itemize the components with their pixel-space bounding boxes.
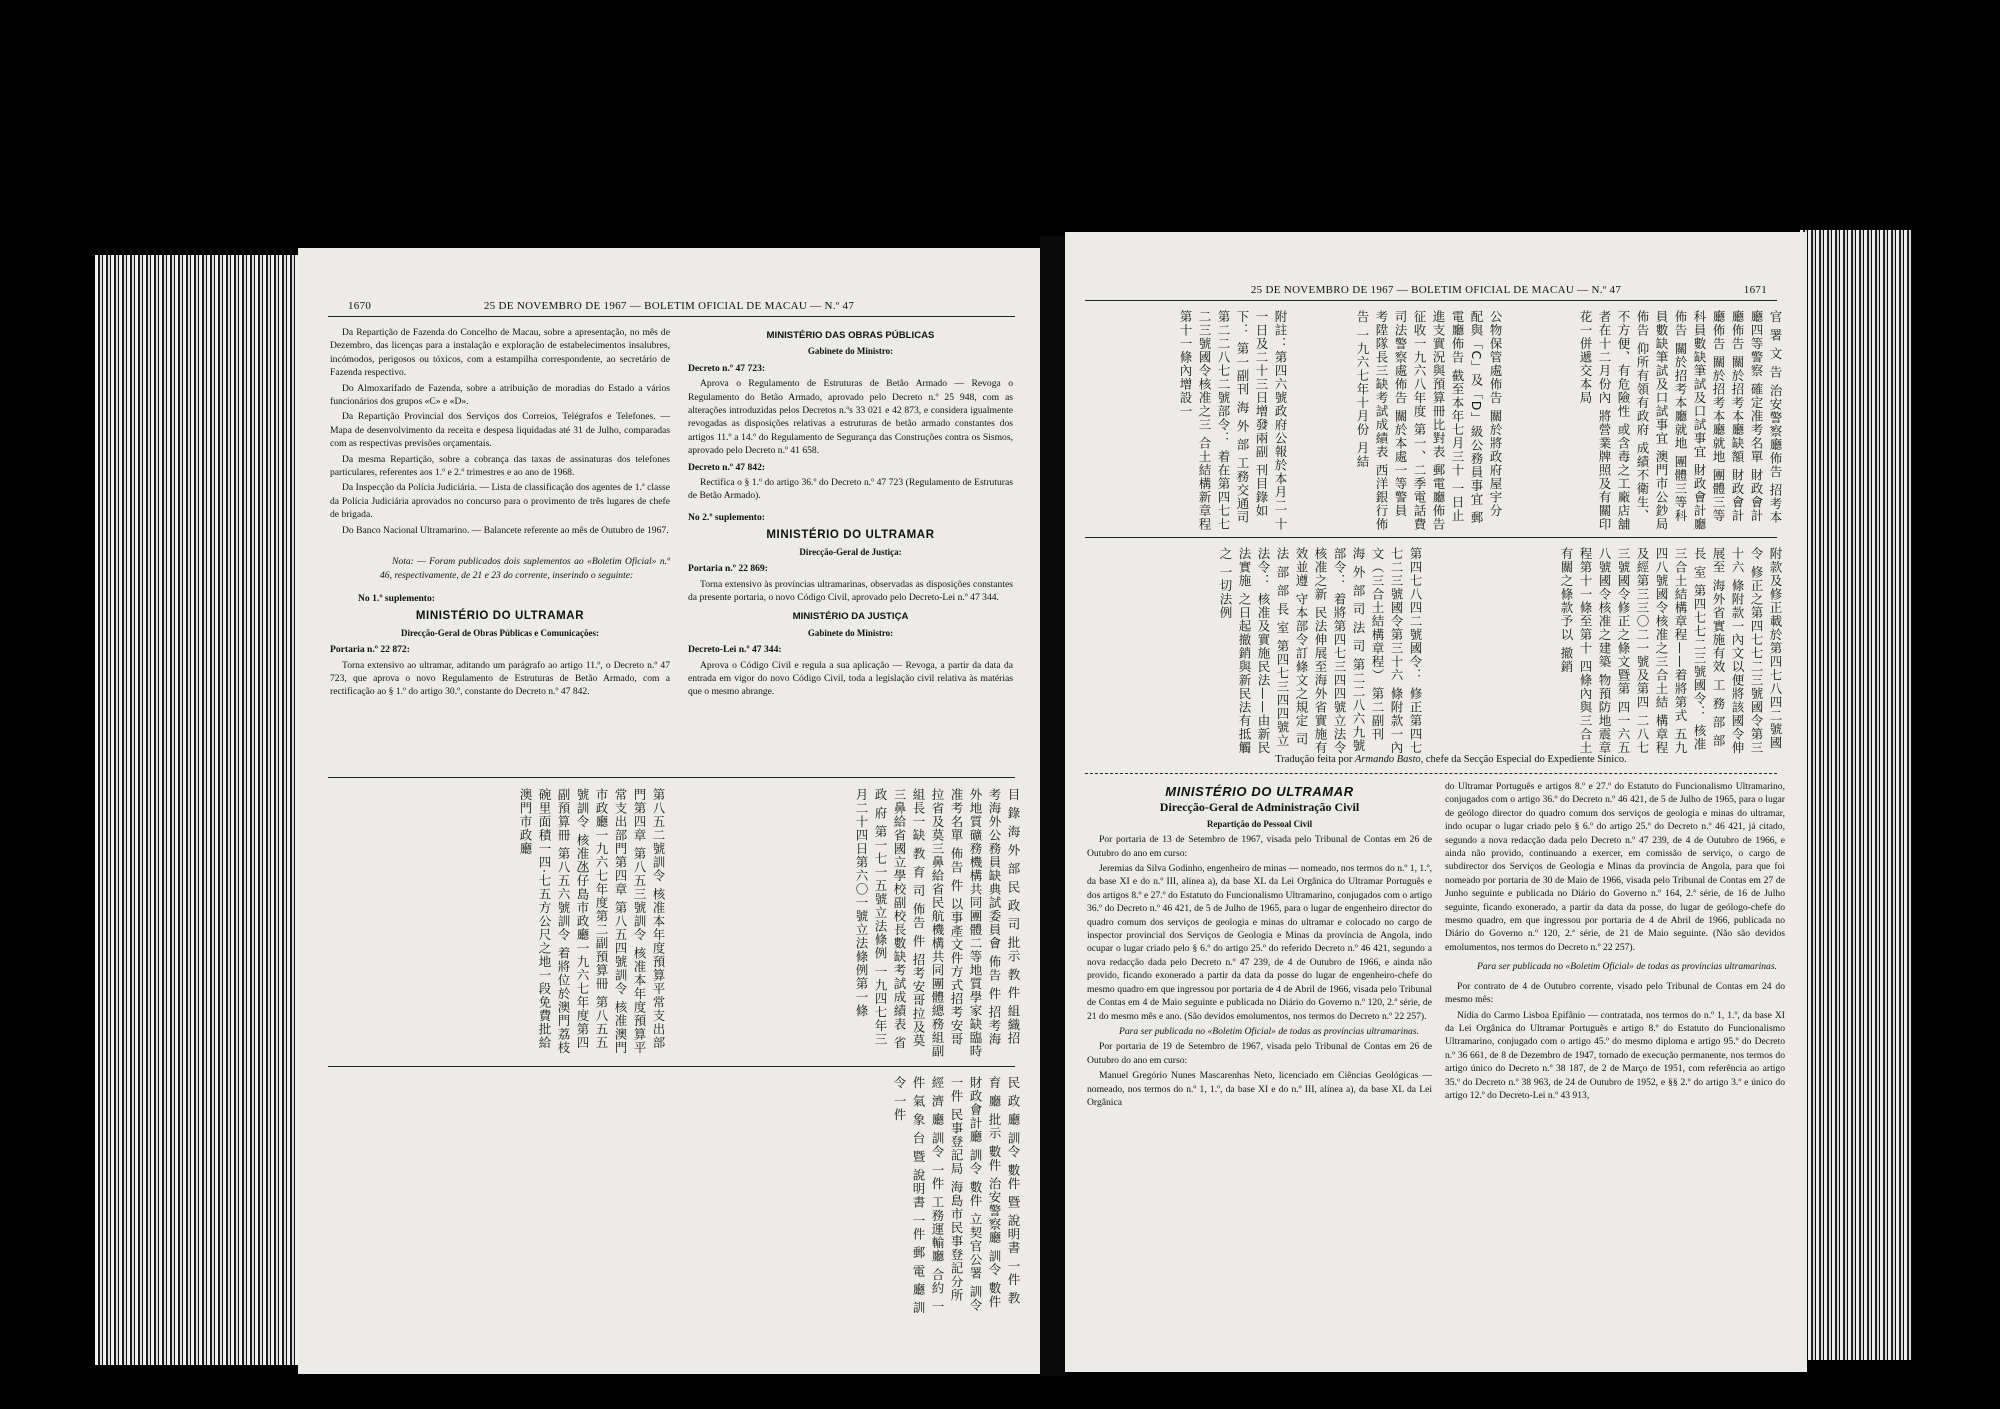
- translation-note-prefix: Tradução feita por: [1275, 754, 1356, 765]
- paragraph: Por portaria de 13 de Setembro de 1967, visada pelo Tribunal de Contas em 26 de Outubro do ano em curso:: [1087, 834, 1432, 859]
- right-running-head-text: 25 DE NOVEMBRO DE 1967 — BOLETIM OFICIAL DE MACAU — N.º 47: [1250, 284, 1622, 296]
- paragraph: Nídia do Carmo Lisboa Epifânio — contratada, nos termos do n.º 1, 1.º, da base XI da Lei Orgânica do Ultramar Português e artigo 8.º do Estatuto do Funcionalismo Ultramarino, conjugado com o artigo 45.º do mesmo diploma e artigo 95.º do Decreto n.º 36 661, de 8 de Dezembro de 1947, tornado de execução permanente, nos termos do artigo único do Decreto n.º 38 187, de 2 de Março de 1951, com referência ao artigo 35.º do Decreto n.º 38 963, de 24 de Outubro de 1952, e §§ 2.º do artigo 3.º e único do artigo 12.º do Decreto-Lei n.º 43 913,: [1445, 1009, 1785, 1101]
- decreto-1-text: Aprova o Regulamento de Estruturas de Betão Armado — Revoga o Regulamento do Betão Armado, aprovado pelo Decreto n.º 25 948, com as alterações introduzidas pelos Decretos n.ºs 33 021 e 42 873, e considera igualmente revogadas as disposições relativas a estruturas de betão armado constantes dos artigos 11.º a 14.º do Regulamento de Segurança das Construções contra os Sismos, aprovado pelo Decreto n.º 41 658.: [688, 378, 1013, 457]
- supplement-2-label: No 2.º suplemento:: [688, 511, 765, 523]
- right-page: [1065, 232, 1807, 1372]
- supplement-2-portaria-text: Torna extensivo às províncias ultramarinas, observadas as disposições constantes da presente portaria, o novo Código Civil, aprovado pelo Decreto-Lei n.º 47 344.: [688, 578, 1013, 603]
- decreto-1-label: Decreto n.º 47 723:: [688, 362, 766, 374]
- zh-index-text-c: 民 政 廳 訓令 數件 暨 說明書 一件 教 育 廳 批示 數件 治安警察廳 訓令 數件 財政會計廳 訓令 數件 立契官公署 訓令 一件 民事登記局 海島市民事登記分所 經 濟 廳 訓令 一件 工務運輸廳 合約 一件 氣 象 台 暨 說明書 一件 郵 電 廳 訓令 一件: [892, 1076, 1021, 1315]
- translation-note: [1125, 754, 1777, 765]
- translator-name: Armando Basto: [1355, 754, 1421, 765]
- col2-gabinete: Gabinete do Ministro:: [807, 346, 894, 357]
- zh-upper-text-d: 附款及修正載於第四七八四二號國令 修正之第四七七二三號國令第三十六 條附款一內文以便將該國令伸展至 海外省實施有效 工 務 部 部 長 室 第四七七二三號國令： 核准三合土結構章程——着將第式 五九四八號國令核准之三合土結 構章程及經第三三〇二一號及第四 二八七三號國令修正之條文暨第 四一六五八號國令核准之建築 物預防地震章程第十一條至第十 四條內與三合土有關之條款予以 撤銷: [1559, 547, 1783, 755]
- zh-upper-text-b: 公物保管處佈告 關於將政府屋宇分 配與「C」及「D」級公務員事宜 郵電廳佈告 截至本年七月三十 一日止進支實況與預算冊比對表 郵電廳佈告 征收一九六八年度 第一、二季電話費 司法警察處佈告 關於本處一等警員 考陞隊長三缺考試成績表 西洋銀行佈告 一九六七年十月份 月結: [1355, 310, 1503, 531]
- head-rule-right: [1085, 300, 1777, 301]
- paragraph: Manuel Gregório Nunes Mascarenhas Neto, licenciado em Ciências Geológicas — nomeado, nos termos do n.º 1, 1.º, da base XI e do n.º III, alínea a), da base XL da Lei Orgânica: [1087, 1070, 1432, 1108]
- left-running-head: [318, 300, 1020, 312]
- decreto-2-text: Rectifica o § 1.º do artigo 36.º do Decreto n.º 47 723 (Regulamento de Estruturas de Betão Armado).: [688, 477, 1013, 502]
- list-item: Do Banco Nacional Ultramarino. — Balancete referente ao mês de Outubro de 1967.: [342, 524, 669, 536]
- supplement-2-ministry: MINISTÉRIO DO ULTRAMAR: [766, 529, 935, 542]
- zh-upper-block-5: [1085, 547, 1425, 757]
- list-item: Do Almoxarifado de Fazenda, sobre a atribuição de moradias do Estado a vários funcionários dos grupos «C» e «D».: [330, 382, 670, 408]
- zh-upper-text-a: 官 署 文 告 治安警察廳佈告 招考本廳四等警察 確定准考名單 財政會計廳佈告 關於招考本廳缺額 財政會計廳佈告 關於招考本廳就地 團體三等科員數缺筆試及口試事宜 財政會計廳佈告 關於招考本廳就地 團體三等科員數缺筆試及口試事宜 澳門市公鈔局佈告 仰所有領有政府 成績不衛生、不方便、有危險性 或含毒之工廠店舖者在十二月份內 將營業牌照及有關印花一併遞交本局: [1578, 310, 1783, 531]
- nota: Nota: — Foram publicados dois suplementos ao «Boletim Oficial» n.º 46, respectivamente, de 21 e 23 do corrente, inserindo o seguinte:: [380, 556, 670, 581]
- right-running-head: [1085, 284, 1787, 296]
- translation-divider: [1085, 773, 1777, 775]
- left-page-edges: [95, 255, 300, 1365]
- section-divider: [328, 777, 1015, 778]
- supplement-1-portaria-text: Torna extensivo ao ultramar, aditando um parágrafo ao artigo 11.º, o Decreto n.º 47 723, que aprova o novo Regulamento de Estruturas de Betão Armado, com a rectificação ao § 1.º do artigo 30.º, constante do Decreto n.º 47 842.: [330, 659, 670, 698]
- zh-index-lower: [338, 1076, 1023, 1316]
- supplement-2-portaria-label: Portaria n.º 22 869:: [688, 563, 768, 575]
- zh-upper-block-3: [1085, 310, 1290, 532]
- zh-index-upper-b: [338, 788, 668, 1058]
- col2-ministry: MINISTÉRIO DAS OBRAS PÚBLICAS: [766, 330, 935, 341]
- zh-index-text-b: 第八五二號訓令 核准本年度預算平常支出部門第四章 第八五三號訓令 核准本年度預算平常支出部門第四章 第八五四號訓令 核准澳門市政廳一九六七年度第二副預算冊 第八五五號訓令 核准氹仔島市政廳一九六七年度第四副預算冊 第八五六號訓令 着將位於澳門荔枝碗里面積一四·七五方公尺之地一段免費批給澳門市政廳: [518, 788, 666, 1055]
- zh-upper-text-c: 附註：第四六號政府公報於本月二 十一日及二十三日增發兩副 刊目錄如下： 第一副刊 海 外 部 工務交通司 第二二八七二號部令： 着在第四七七二三號國令核准之三 合土結構新章程第十一條內增設一: [1178, 310, 1288, 531]
- list-item: Da mesma Repartição, sobre a cobrança das taxas de assinaturas dos telefones particulares, referentes aos 1.º e 2.º trimestres e ao ano de 1968.: [330, 453, 670, 479]
- head-rule: [328, 316, 1015, 317]
- decreto-2-label: Decreto n.º 47 842:: [688, 461, 766, 473]
- book-gutter: [1040, 236, 1065, 1376]
- paragraph: Por portaria de 19 de Setembro de 1967, visada pelo Tribunal de Contas em 26 de Outubro do ano em curso:: [1087, 1041, 1432, 1066]
- paragraph: Por contrato de 4 de Outubro corrente, visado pelo Tribunal de Contas em 24 do mesmo mês:: [1445, 980, 1785, 1006]
- list-item: Da Inspecção da Polícia Judiciária. — Lista de classificação dos agentes de 1.ª classe da Polícia Judiciária aprovados no concurso para o provimento de três lugares de chefe de brigada.: [330, 482, 670, 521]
- supplement-2-gabinete: Gabinete do Ministro:: [807, 627, 894, 638]
- list-item: Da Repartição de Fazenda do Concelho de Macau, sobre a apresentação, no mês de Dezembro, das licenças para a instalação e exploração de estabelecimentos insalubres, incómodos, perigosos ou tóxicos, com a estampilha correspondente, ao secretário de Fazenda respectivo.: [330, 327, 670, 379]
- decreto-lei-text: Aprova o Código Civil e regula a sua aplicação — Revoga, a partir da data da entrada em vigor do novo Código Civil, toda a legislação civil relativa às matérias que o mesmo abrange.: [688, 659, 1013, 698]
- directorate-heading: Direcção-Geral de Administração Civil: [1159, 800, 1360, 815]
- paragraph-note: Para ser publicada no «Boletim Oficial» de todas as províncias ultramarinas.: [1477, 961, 1777, 973]
- supplement-2-directorate: Direcção-Geral de Justiça:: [799, 546, 902, 557]
- supplement-1-portaria-label: Portaria n.º 22 872:: [330, 644, 410, 656]
- left-running-head-text: 25 DE NOVEMBRO DE 1967 — BOLETIM OFICIAL DE MACAU — N.º 47: [483, 300, 855, 312]
- left-page: [298, 248, 1040, 1374]
- right-page-number: 1671: [1743, 284, 1767, 296]
- left-col-1: [330, 326, 670, 701]
- zh-upper-text-e: 第四七八四二號國令： 修正第四七七二三號國令第三十六 條附款一內文（三合土結構章程） 第二副刊 海 外 部 司 法 司 第二二八六九號部令： 着將第四七三四四號立法令核准之新 民法伸展至海外省實施有效並遵 守本部令訂條文之規定 司 法 部 部 長 室 第四七三四四號立法令： 核准及實施民法——由新民法實施 之日起撤銷與新民法有抵觸之 一切法例: [1218, 547, 1423, 755]
- index-divider: [328, 1066, 1015, 1067]
- decreto-lei-label: Decreto-Lei n.º 47 344:: [688, 644, 782, 656]
- supplement-1-ministry: MINISTÉRIO DO ULTRAMAR: [415, 610, 585, 623]
- supplement-2-ministry-2: MINISTÉRIO DA JUSTIÇA: [792, 611, 909, 623]
- supplement-1-directorate: Direcção-Geral de Obras Públicas e Comunicações:: [400, 627, 600, 638]
- right-col-1: [1087, 780, 1432, 1111]
- translation-note-suffix: , chefe da Secção Especial do Expediente Sínico.: [1420, 754, 1627, 765]
- zh-index-text-a: 目 錄 海 外 部 民 政 司 批示 教 件 組織招考海外公務員缺典試委員會 佈告 件 招考海外地質礦務機構共同團體二等地質學家缺臨時准考名單 佈告 件 以事產文件方式招考安哥拉省及莫三鼻給省民航機構共同團體總務組副組長一缺 教 育 司 佈告 件 招考安哥拉及莫三鼻給省國立學校副校長數缺考試成績表 省 政 府 第一七一五號立法條例 一九四七年三月二十四日第六〇一號立法條例第一條: [854, 788, 1021, 1058]
- right-page-edges: [1800, 230, 1912, 1360]
- paragraph-note: Para ser publicada no «Boletim Oficial» de todas as províncias ultramarinas.: [1119, 1025, 1419, 1037]
- zh-divider: [1085, 537, 1777, 538]
- left-col-2: [688, 326, 1013, 701]
- section-heading: Repartição do Pessoal Civil: [1206, 818, 1313, 829]
- paragraph: Jeremias da Silva Godinho, engenheiro de minas — nomeado, nos termos do n.º 1, 1.º, da base XI e do n.º III, alínea a), da base XL da Lei Orgânica do Ultramar Português e dos artigos 8.º e 27.º do Estatuto do Funcionalismo Ultramarino, conjugados com o artigo 36.º do Decreto n.º 46 421, de 5 de Julho de 1965, para o lugar de engenheiro director do quadro comum dos serviços de geologia e minas do ultramar e colocado no cargo de inspector provincial dos Serviços de Geologia e Minas da província de Angola, indo ocupar o lugar criado pelo § 6.º do artigo 25.º do referido Decreto n.º 46 421, segundo a nova redacção dada pelo Decreto n.º 47 239, de 4 de Outubro de 1966, e ainda não provido, ficando exonerado a partir da data da posse do lugar de engenheiro-chefe do mesmo quadro em que ingressou por portaria de 4 de Abril de 1966, visada pelo Tribunal de Contas em 4 de Maio seguinte e publicada no Diário do Governo n.º 120, 2.ª série, de 21 do mesmo mês e ano. (São devidos emolumentos, nos termos do Decreto n.º 22 257).: [1087, 863, 1432, 1022]
- ministry-heading: MINISTÉRIO DO ULTRAMAR: [1165, 784, 1354, 799]
- left-page-number: 1670: [348, 300, 372, 312]
- supplement-1-label: No 1.º suplemento:: [358, 592, 435, 604]
- paragraph: do Ultramar Português e artigos 8.º e 27.º do Estatuto do Funcionalismo Ultramarino, conjugados com o artigo 36.º do Decreto n.º 46 421, de 5 de Julho de 1965, para o lugar de geólogo director do quadro comum dos serviços de geologia e minas do ultramar, indo ocupar o lugar criado pelo § 6.º do artigo 25.º do Decreto n.º 46 421, já citado, segundo a nova redacção dada pelo Decreto n.º 47 239, de 4 de Outubro de 1966, e ainda não provido, continuando a exercer, em comissão de serviço, o cargo de subdirector dos Serviços de Geologia e Minas da província de Angola, para que foi nomeado por portaria de 30 de Maio de 1966, visada pelo Tribunal de Contas em 27 de Junho seguinte e publicada no Diário do Governo n.º 164, 2.ª série, de 16 de Julho seguinte, ficando exonerado, a partir da data da posse, do lugar de geólogo-chefe do mesmo quadro, em que ingressou por portaria de 4 de Abril de 1966, publicada no Diário do Governo n.º 120, 2.ª série, de 21 de Maio seguinte. (Não são devidos emolumentos, nos termos do Decreto n.º 22 257).: [1445, 781, 1785, 953]
- right-col-2: [1445, 780, 1785, 1104]
- list-item: Da Repartição Provincial dos Serviços dos Correios, Telégrafos e Telefones. — Mapa de desenvolvimento da receita e despesa liquidadas até 31 de Julho, comparadas com as respectivas previsões orçamentais.: [330, 411, 670, 450]
